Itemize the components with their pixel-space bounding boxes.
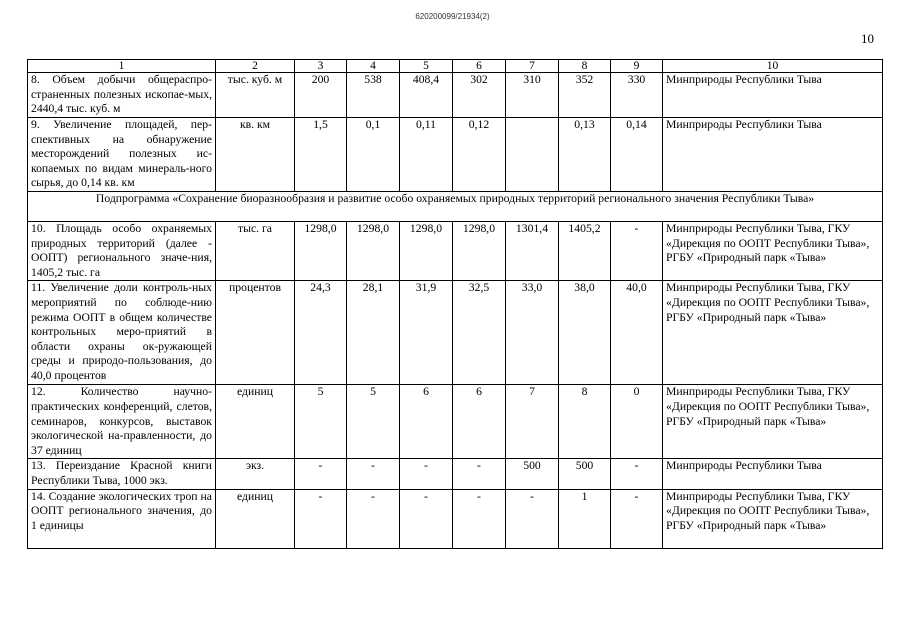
value-cell: 1,5 [295,118,347,192]
unit-cell: кв. км [216,118,295,192]
value-cell: 538 [347,73,400,118]
value-cell: 31,9 [400,281,453,385]
value-cell: 500 [506,459,559,489]
table-row [28,489,883,548]
value-cell: 0 [611,385,663,459]
table-row [28,281,883,385]
value-cell: - [453,489,506,548]
value-cell: 8 [559,385,611,459]
col-num-3: 3 [295,60,347,73]
unit-cell: единиц [216,385,295,459]
value-cell: 7 [506,385,559,459]
col-num-4: 4 [347,60,400,73]
value-cell: - [506,489,559,548]
value-cell: 0,12 [453,118,506,192]
col-num-9: 9 [611,60,663,73]
col-num-6: 6 [453,60,506,73]
value-cell: - [611,222,663,281]
value-cell: 1298,0 [347,222,400,281]
value-cell: 38,0 [559,281,611,385]
indicator-name: 14. Создание экологических троп на ООПТ регионального значения, до 1 единицы [28,489,216,548]
value-cell: 0,11 [400,118,453,192]
value-cell: 500 [559,459,611,489]
value-cell: 1298,0 [400,222,453,281]
value-cell: 24,3 [295,281,347,385]
value-cell: 5 [295,385,347,459]
col-num-5: 5 [400,60,453,73]
value-cell: 408,4 [400,73,453,118]
value-cell: 40,0 [611,281,663,385]
subprogram-title: Подпрограмма «Сохранение биоразнообразия и развитие особо охраняемых природных территорий регионального значения Республики Тыва» [28,192,883,222]
value-cell: - [400,489,453,548]
responsible-cell: Минприроды Республики Тыва, ГКУ «Дирекция по ООПТ Республики Тыва», РГБУ «Природный парк «Тыва» [663,222,883,281]
document-id: 620200099/21934(2) [415,12,490,21]
responsible-cell: Минприроды Республики Тыва [663,459,883,489]
indicator-name: 10. Площадь особо охраняемых природных территорий (далее - ООПТ) регионального значе-ния, 1405,2 тыс. га [28,222,216,281]
col-num-7: 7 [506,60,559,73]
value-cell: 33,0 [506,281,559,385]
indicator-name: 8. Объем добычи общераспро-страненных полезных ископае-мых, 2440,4 тыс. куб. м [28,73,216,118]
unit-cell: тыс. га [216,222,295,281]
responsible-cell: Минприроды Республики Тыва [663,118,883,192]
value-cell: 28,1 [347,281,400,385]
unit-cell: тыс. куб. м [216,73,295,118]
table-row [28,222,883,281]
indicator-name: 13. Переиздание Красной книги Республики Тыва, 1000 экз. [28,459,216,489]
value-cell: 330 [611,73,663,118]
responsible-cell: Минприроды Республики Тыва, ГКУ «Дирекция по ООПТ Республики Тыва», РГБУ «Природный парк «Тыва» [663,281,883,385]
responsible-cell: Минприроды Республики Тыва, ГКУ «Дирекция по ООПТ Республики Тыва», РГБУ «Природный парк «Тыва» [663,385,883,459]
value-cell: - [611,489,663,548]
value-cell: 32,5 [453,281,506,385]
indicators-table [27,59,883,549]
col-num-2: 2 [216,60,295,73]
value-cell [506,118,559,192]
subprogram-row [28,192,883,222]
unit-cell: экз. [216,459,295,489]
value-cell: 0,14 [611,118,663,192]
value-cell: 302 [453,73,506,118]
responsible-cell: Минприроды Республики Тыва, ГКУ «Дирекция по ООПТ Республики Тыва», РГБУ «Природный парк «Тыва» [663,489,883,548]
unit-cell: процентов [216,281,295,385]
value-cell: - [453,459,506,489]
value-cell: - [347,459,400,489]
table-row [28,73,883,118]
table-row [28,459,883,489]
value-cell: - [611,459,663,489]
responsible-cell: Минприроды Республики Тыва [663,73,883,118]
value-cell: 1301,4 [506,222,559,281]
value-cell: 1405,2 [559,222,611,281]
value-cell: 6 [400,385,453,459]
table-row [28,118,883,192]
col-num-10: 10 [663,60,883,73]
indicator-name: 9. Увеличение площадей, пер-спективных на обнаружение месторождений полезных ис-копаемых по видам минераль-ного сырья, до 0,14 кв. км [28,118,216,192]
page-number: 10 [861,31,874,46]
indicator-name: 11. Увеличение доли контроль-ных мероприятий по соблюде-нию режима ООПТ в общем количестве контрольных меро-приятий в области охраны ок-ружающей среды и природо-пользования, до 40,0 процентов [28,281,216,385]
value-cell: 200 [295,73,347,118]
col-num-8: 8 [559,60,611,73]
value-cell: - [400,459,453,489]
value-cell: 0,13 [559,118,611,192]
value-cell: 5 [347,385,400,459]
value-cell: 310 [506,73,559,118]
value-cell: - [295,489,347,548]
value-cell: 1 [559,489,611,548]
value-cell: - [347,489,400,548]
value-cell: - [295,459,347,489]
value-cell: 352 [559,73,611,118]
value-cell: 0,1 [347,118,400,192]
value-cell: 1298,0 [453,222,506,281]
value-cell: 6 [453,385,506,459]
col-num-1: 1 [28,60,216,73]
unit-cell: единиц [216,489,295,548]
indicator-name: 12. Количество научно-практических конференций, слетов, семинаров, конкурсов, выставок экологической на-правленности, до 37 единиц [28,385,216,459]
column-number-row [28,60,883,73]
table-row [28,385,883,459]
value-cell: 1298,0 [295,222,347,281]
